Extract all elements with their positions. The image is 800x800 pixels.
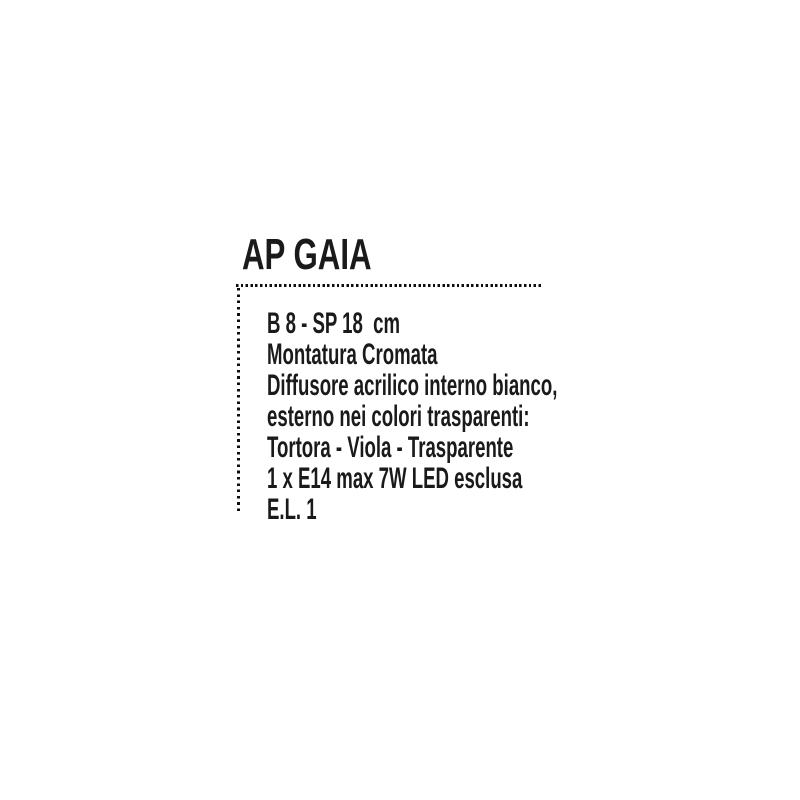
spec-text-el: E.L. 1 [267, 493, 317, 526]
dotted-divider-vertical [237, 288, 240, 512]
spec-line-lamp [267, 463, 735, 494]
product-title [242, 230, 425, 279]
spec-text-diffuser-1: Diffusore acrilico interno bianco, [267, 369, 558, 402]
spec-line-colors [267, 432, 735, 463]
spec-line-el [267, 494, 735, 525]
spec-line-mounting [267, 339, 735, 370]
dotted-divider-horizontal [236, 284, 542, 287]
spec-text-colors: Tortora - Viola - Trasparente [267, 431, 514, 464]
spec-text-lamp: 1 x E14 max 7W LED esclusa [267, 462, 523, 495]
spec-line-diffuser-1 [267, 370, 735, 401]
spec-text-mounting: Montatura Cromata [267, 338, 438, 371]
spec-line-dimensions [267, 308, 735, 339]
spec-line-diffuser-2 [267, 401, 735, 432]
product-title-text: AP GAIA [242, 230, 372, 279]
spec-list [267, 308, 735, 525]
spec-text-dimensions: B 8 - SP 18 cm [267, 307, 401, 340]
spec-text-diffuser-2: esterno nei colori trasparenti: [267, 400, 530, 433]
